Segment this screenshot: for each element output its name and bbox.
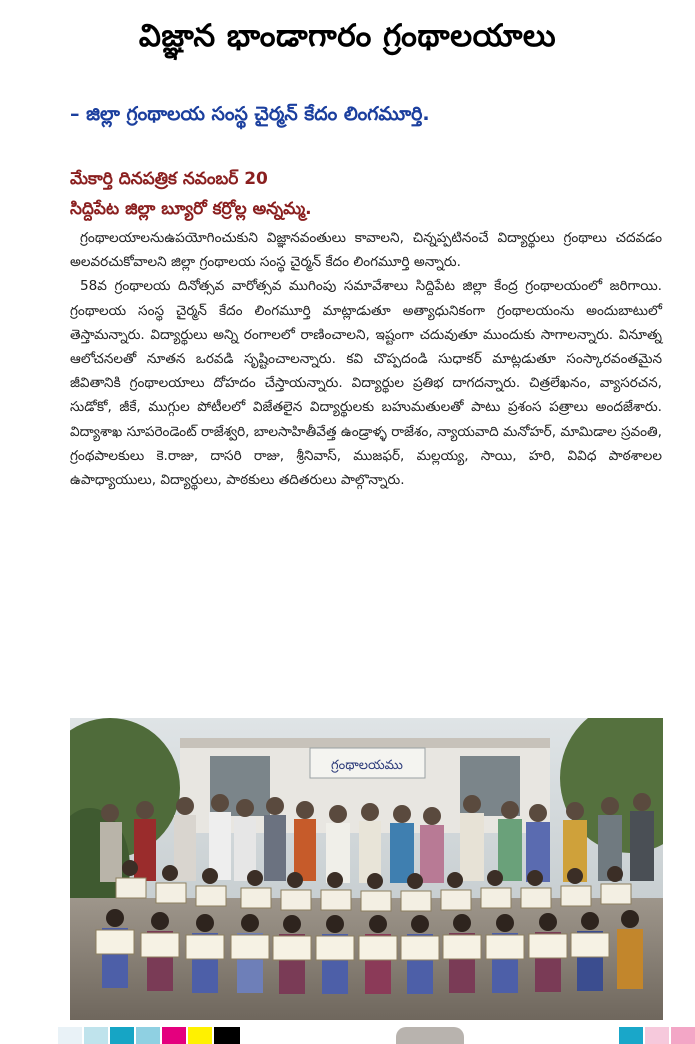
- dateline: మేకార్తి దినపత్రిక నవంబర్ 20: [70, 169, 268, 189]
- library-sign: గ్రంథాలయము: [331, 758, 403, 773]
- event-photo: [70, 718, 663, 1020]
- paragraph-2: 58వ గ్రంథాలయ దినోత్సవ వారోత్సవ ముగింపు సమావేశాలు సిద్దిపేట జిల్లా కేంద్ర గ్రంథాలయంలో జరిగాయి. గ్రంథాలయ సంస్థ చైర్మన్ కేదం లింగమూర్తి మాట్లాడుతూ అత్యాధునికంగా గ్రంథాలయంను అందుబాటులో తెస్తామన్నారు. విద్యార్థులు అన్ని రంగాలలో రాణించాలని, ఇష్టంగా చదువుతూ ముందుకు సాగాలన్నారు. వినూత్న ఆలోచనలతో నూతన ఒరవడి సృష్టించాలన్నారు. కవి చొప్పదండి సుధాకర్ మాట్లడుతూ సంస్కారవంతమైన జీవితానికి గ్రంథాలయాలు దోహదం చేస్తాయన్నారు. విద్యార్థుల ప్రతిభ దాగదన్నారు. చిత్రలేఖనం, వ్యాసరచన, సుడోకో, జీకే, ముగ్గుల పోటీలలో విజేతలైన విద్యార్థులకు బహుమతులతో పాటు ప్రశంస పత్రాలు అందజేశారు. విద్యాశాఖ సూపరెండెంట్ రాజేశ్వరి, బాలసాహితీవేత్త ఉండ్రాళ్ళ రాజేశం, న్యాయవాది మనోహర్, మామిడాల స్రవంతి, గ్రంథపాలకులు కె.రాజు, దాసరి రాజు, శ్రీనివాస్, ముజఫర్, మల్లయ్య, సాయి, హరి, వివిధ పాఠశాలల ఉపాధ్యాయులు, విద్యార్థులు, పాఠకులు తదితరులు పాల్గొన్నారు.: [70, 278, 662, 489]
- swatch-4: [136, 1027, 160, 1044]
- swatch-gray: [396, 1027, 464, 1044]
- paragraph-1: గ్రంథాలయాలనుఉపయోగించుకుని విజ్ఞానవంతులు కావాలని, చిన్నప్పటినంచే విద్యార్థులు గ్రంథాలు చదవడం అలవరచుకోవాలని జిల్లా గ్రంథాలయ సంస్థ చైర్మన్ కేదం లింగమూర్తి అన్నారు.: [70, 230, 662, 271]
- swatch-2: [84, 1027, 108, 1044]
- dateline-block: [70, 164, 670, 224]
- swatch-8: [619, 1027, 643, 1044]
- bureau-byline: సిద్దిపేట జిల్లా బ్యూరో కర్రోల్ల అన్నమ్మ.: [70, 199, 312, 219]
- article-body: [70, 226, 662, 492]
- swatch-7: [214, 1027, 240, 1044]
- headline: విజ్ఞాన భాండాగారం గ్రంథాలయాలు: [138, 18, 557, 54]
- swatch-1: [58, 1027, 82, 1044]
- subheadline: – జిల్లా గ్రంథాలయ సంస్థ చైర్మన్ కేదం లింగమూర్తి.: [70, 103, 430, 125]
- swatch-5: [162, 1027, 186, 1044]
- event-photo-illustration: [70, 718, 663, 1020]
- swatch-10: [671, 1027, 695, 1044]
- swatch-6: [188, 1027, 212, 1044]
- swatch-3: [110, 1027, 134, 1044]
- swatch-9: [645, 1027, 669, 1044]
- print-color-bar: [0, 1027, 695, 1044]
